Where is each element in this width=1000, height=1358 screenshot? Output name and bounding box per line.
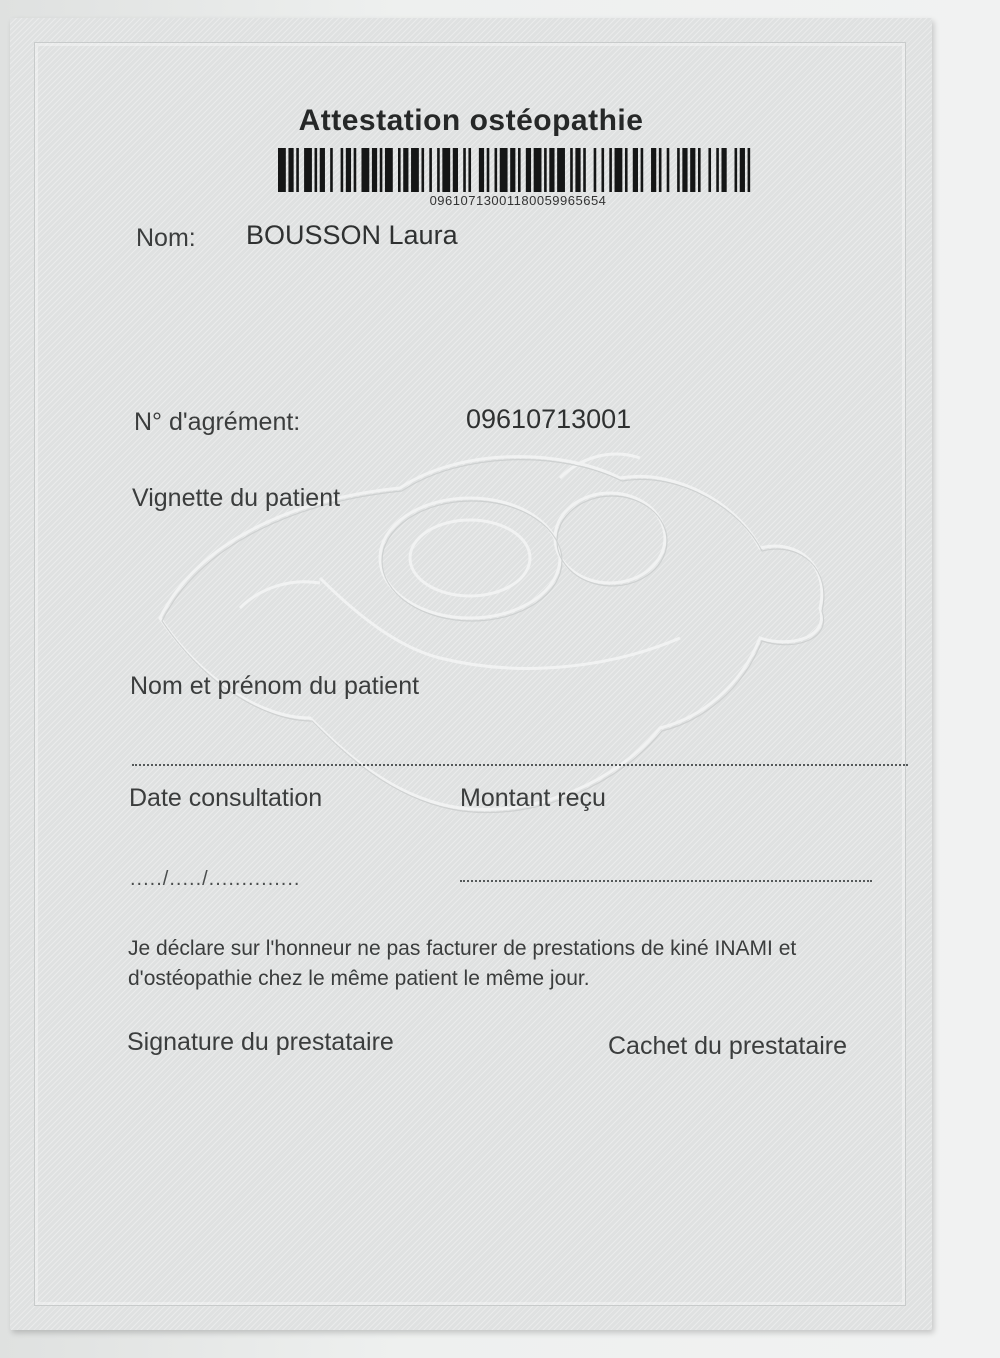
name-label: Nom: [136,224,196,252]
signature-label: Signature du prestataire [127,1028,394,1056]
attestation-sheet [10,18,932,1330]
patient-name-label: Nom et prénom du patient [130,672,420,700]
barcode-icon [278,148,758,192]
practitioner-name: BOUSSON Laura [246,220,458,250]
agrement-label: N° d'agrément: [134,408,301,436]
amount-received-label: Montant reçu [460,784,606,812]
amount-line [460,880,872,882]
agrement-number: 09610713001 [466,404,632,434]
vignette-label: Vignette du patient [132,484,341,512]
document-title: Attestation ostéopathie [298,104,644,137]
stamp-label: Cachet du prestataire [608,1032,848,1060]
date-consultation-label: Date consultation [129,784,323,812]
declaration-text: Je déclare sur l'honneur ne pas facturer de prestations de kiné INAMI et d'ostéopathie chez le même patient le même jour. [128,937,797,990]
barcode-number: 09610713001180059965654 [429,193,607,208]
patient-name-line [132,764,908,766]
date-placeholder: ...../...../.............. [130,868,301,890]
